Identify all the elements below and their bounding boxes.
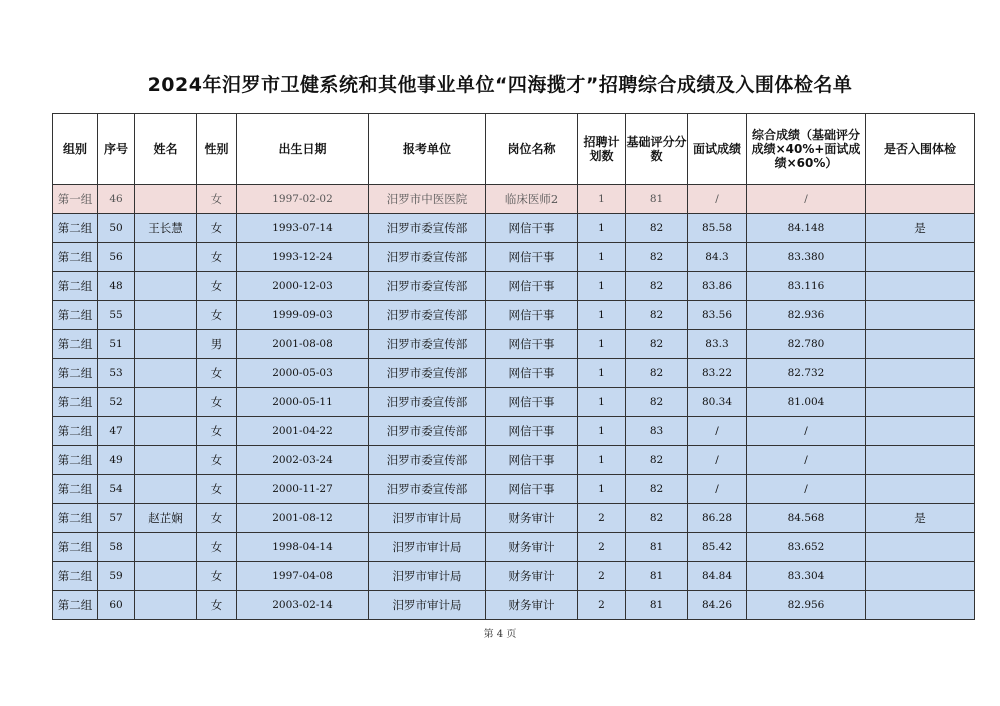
cell-gender: 女 <box>197 214 237 243</box>
cell-base: 82 <box>626 301 688 330</box>
cell-name <box>135 388 197 417</box>
cell-base: 82 <box>626 272 688 301</box>
cell-plan: 1 <box>578 417 626 446</box>
cell-name <box>135 591 197 620</box>
cell-name <box>135 533 197 562</box>
cell-plan: 1 <box>578 359 626 388</box>
cell-group: 第二组 <box>53 214 98 243</box>
cell-interview: 83.56 <box>688 301 747 330</box>
cell-seq: 46 <box>98 185 135 214</box>
cell-group: 第二组 <box>53 533 98 562</box>
cell-post: 网信干事 <box>486 301 578 330</box>
cell-birth: 1998-04-14 <box>237 533 369 562</box>
table-row <box>53 562 975 591</box>
table-row <box>53 243 975 272</box>
cell-plan: 2 <box>578 562 626 591</box>
cell-total: 83.380 <box>747 243 866 272</box>
cell-physical <box>866 562 975 591</box>
cell-plan: 1 <box>578 301 626 330</box>
cell-plan: 1 <box>578 243 626 272</box>
cell-interview: 83.3 <box>688 330 747 359</box>
cell-base: 83 <box>626 417 688 446</box>
page-title: 2024年汨罗市卫健系统和其他事业单位“四海揽才”招聘综合成绩及入围体检名单 <box>147 74 853 96</box>
cell-birth: 2003-02-14 <box>237 591 369 620</box>
cell-post: 网信干事 <box>486 243 578 272</box>
cell-name <box>135 417 197 446</box>
cell-post: 财务审计 <box>486 562 578 591</box>
cell-physical <box>866 533 975 562</box>
cell-interview: 84.26 <box>688 591 747 620</box>
cell-gender: 女 <box>197 243 237 272</box>
cell-base: 82 <box>626 388 688 417</box>
table-row <box>53 475 975 504</box>
cell-total: 83.652 <box>747 533 866 562</box>
cell-post: 网信干事 <box>486 330 578 359</box>
cell-interview: / <box>688 475 747 504</box>
cell-physical <box>866 243 975 272</box>
col-post: 岗位名称 <box>486 114 578 185</box>
cell-physical <box>866 330 975 359</box>
cell-seq: 54 <box>98 475 135 504</box>
cell-post: 财务审计 <box>486 533 578 562</box>
cell-total: / <box>747 475 866 504</box>
cell-gender: 男 <box>197 330 237 359</box>
cell-interview: 80.34 <box>688 388 747 417</box>
cell-total: 82.936 <box>747 301 866 330</box>
cell-unit: 汨罗市委宣传部 <box>369 243 486 272</box>
cell-total: 82.956 <box>747 591 866 620</box>
cell-name <box>135 185 197 214</box>
cell-plan: 1 <box>578 446 626 475</box>
cell-total: 81.004 <box>747 388 866 417</box>
cell-base: 81 <box>626 562 688 591</box>
cell-post: 网信干事 <box>486 272 578 301</box>
cell-interview: 84.3 <box>688 243 747 272</box>
cell-seq: 59 <box>98 562 135 591</box>
cell-unit: 汨罗市审计局 <box>369 533 486 562</box>
cell-group: 第二组 <box>53 301 98 330</box>
cell-post: 网信干事 <box>486 359 578 388</box>
cell-plan: 2 <box>578 504 626 533</box>
cell-gender: 女 <box>197 185 237 214</box>
cell-interview: 84.84 <box>688 562 747 591</box>
cell-physical <box>866 301 975 330</box>
cell-group: 第一组 <box>53 185 98 214</box>
cell-plan: 1 <box>578 185 626 214</box>
cell-post: 网信干事 <box>486 417 578 446</box>
cell-physical <box>866 359 975 388</box>
cell-plan: 2 <box>578 591 626 620</box>
cell-gender: 女 <box>197 272 237 301</box>
table-row <box>53 185 975 214</box>
cell-group: 第二组 <box>53 475 98 504</box>
cell-physical <box>866 388 975 417</box>
cell-birth: 2000-12-03 <box>237 272 369 301</box>
cell-seq: 57 <box>98 504 135 533</box>
cell-unit: 汨罗市委宣传部 <box>369 330 486 359</box>
cell-physical <box>866 185 975 214</box>
cell-group: 第二组 <box>53 504 98 533</box>
table-row <box>53 359 975 388</box>
cell-gender: 女 <box>197 446 237 475</box>
col-birth: 出生日期 <box>237 114 369 185</box>
cell-total: 83.304 <box>747 562 866 591</box>
cell-birth: 2001-08-12 <box>237 504 369 533</box>
table-header-row <box>53 114 975 185</box>
cell-base: 82 <box>626 359 688 388</box>
col-total: 综合成绩（基础评分成绩×40%+面试成绩×60%） <box>747 114 866 185</box>
cell-group: 第二组 <box>53 417 98 446</box>
cell-physical <box>866 591 975 620</box>
cell-interview: 83.22 <box>688 359 747 388</box>
cell-birth: 2000-11-27 <box>237 475 369 504</box>
table-row <box>53 214 975 243</box>
cell-unit: 汨罗市中医医院 <box>369 185 486 214</box>
cell-name <box>135 475 197 504</box>
cell-seq: 58 <box>98 533 135 562</box>
cell-name: 王长慧 <box>135 214 197 243</box>
cell-unit: 汨罗市委宣传部 <box>369 446 486 475</box>
table-row <box>53 591 975 620</box>
cell-unit: 汨罗市委宣传部 <box>369 301 486 330</box>
cell-gender: 女 <box>197 388 237 417</box>
cell-plan: 1 <box>578 214 626 243</box>
cell-name: 赵芷娴 <box>135 504 197 533</box>
cell-name <box>135 330 197 359</box>
cell-total: 82.780 <box>747 330 866 359</box>
cell-unit: 汨罗市委宣传部 <box>369 359 486 388</box>
col-group: 组别 <box>53 114 98 185</box>
cell-unit: 汨罗市委宣传部 <box>369 417 486 446</box>
table-row <box>53 330 975 359</box>
cell-post: 网信干事 <box>486 214 578 243</box>
cell-post: 网信干事 <box>486 475 578 504</box>
cell-base: 82 <box>626 214 688 243</box>
cell-seq: 60 <box>98 591 135 620</box>
cell-unit: 汨罗市审计局 <box>369 591 486 620</box>
col-name: 姓名 <box>135 114 197 185</box>
cell-interview: 83.86 <box>688 272 747 301</box>
cell-total: 83.116 <box>747 272 866 301</box>
cell-base: 82 <box>626 330 688 359</box>
cell-plan: 1 <box>578 272 626 301</box>
cell-group: 第二组 <box>53 388 98 417</box>
cell-birth: 1997-04-08 <box>237 562 369 591</box>
cell-seq: 52 <box>98 388 135 417</box>
page-number: 第 4 页 <box>483 629 517 640</box>
cell-interview: 86.28 <box>688 504 747 533</box>
cell-plan: 1 <box>578 388 626 417</box>
cell-group: 第二组 <box>53 446 98 475</box>
col-interview: 面试成绩 <box>688 114 747 185</box>
cell-birth: 1993-07-14 <box>237 214 369 243</box>
cell-seq: 48 <box>98 272 135 301</box>
cell-physical <box>866 272 975 301</box>
cell-birth: 1997-02-02 <box>237 185 369 214</box>
cell-interview: 85.42 <box>688 533 747 562</box>
results-table <box>52 113 975 620</box>
cell-name <box>135 243 197 272</box>
cell-base: 82 <box>626 446 688 475</box>
cell-gender: 女 <box>197 475 237 504</box>
cell-name <box>135 301 197 330</box>
table-row <box>53 417 975 446</box>
cell-seq: 55 <box>98 301 135 330</box>
cell-base: 82 <box>626 243 688 272</box>
cell-seq: 47 <box>98 417 135 446</box>
cell-gender: 女 <box>197 562 237 591</box>
cell-group: 第二组 <box>53 562 98 591</box>
cell-total: / <box>747 446 866 475</box>
cell-seq: 56 <box>98 243 135 272</box>
col-plan: 招聘计划数 <box>578 114 626 185</box>
table-row <box>53 272 975 301</box>
cell-group: 第二组 <box>53 330 98 359</box>
cell-base: 81 <box>626 591 688 620</box>
table-row <box>53 446 975 475</box>
cell-physical <box>866 417 975 446</box>
cell-interview: / <box>688 185 747 214</box>
cell-name <box>135 272 197 301</box>
cell-gender: 女 <box>197 504 237 533</box>
cell-gender: 女 <box>197 301 237 330</box>
cell-name <box>135 446 197 475</box>
cell-physical <box>866 475 975 504</box>
cell-seq: 51 <box>98 330 135 359</box>
cell-unit: 汨罗市委宣传部 <box>369 388 486 417</box>
cell-base: 82 <box>626 475 688 504</box>
table-row <box>53 504 975 533</box>
cell-name <box>135 359 197 388</box>
cell-post: 临床医师2 <box>486 185 578 214</box>
cell-total: 84.568 <box>747 504 866 533</box>
cell-base: 82 <box>626 504 688 533</box>
col-base: 基础评分分数 <box>626 114 688 185</box>
table-row <box>53 533 975 562</box>
cell-birth: 1993-12-24 <box>237 243 369 272</box>
cell-group: 第二组 <box>53 272 98 301</box>
cell-interview: 85.58 <box>688 214 747 243</box>
cell-gender: 女 <box>197 533 237 562</box>
cell-birth: 1999-09-03 <box>237 301 369 330</box>
cell-seq: 50 <box>98 214 135 243</box>
cell-unit: 汨罗市审计局 <box>369 562 486 591</box>
cell-plan: 2 <box>578 533 626 562</box>
cell-group: 第二组 <box>53 591 98 620</box>
cell-birth: 2000-05-03 <box>237 359 369 388</box>
cell-total: / <box>747 417 866 446</box>
col-physical: 是否入围体检 <box>866 114 975 185</box>
cell-gender: 女 <box>197 417 237 446</box>
cell-group: 第二组 <box>53 243 98 272</box>
table-row <box>53 388 975 417</box>
col-unit: 报考单位 <box>369 114 486 185</box>
cell-plan: 1 <box>578 330 626 359</box>
cell-name <box>135 562 197 591</box>
table-row <box>53 301 975 330</box>
cell-unit: 汨罗市委宣传部 <box>369 475 486 504</box>
cell-gender: 女 <box>197 591 237 620</box>
cell-seq: 49 <box>98 446 135 475</box>
cell-post: 财务审计 <box>486 504 578 533</box>
cell-interview: / <box>688 446 747 475</box>
col-seq: 序号 <box>98 114 135 185</box>
cell-total: 82.732 <box>747 359 866 388</box>
cell-birth: 2002-03-24 <box>237 446 369 475</box>
col-gender: 性别 <box>197 114 237 185</box>
cell-seq: 53 <box>98 359 135 388</box>
cell-group: 第二组 <box>53 359 98 388</box>
cell-gender: 女 <box>197 359 237 388</box>
cell-total: 84.148 <box>747 214 866 243</box>
cell-interview: / <box>688 417 747 446</box>
cell-physical: 是 <box>866 504 975 533</box>
cell-post: 网信干事 <box>486 388 578 417</box>
cell-birth: 2001-08-08 <box>237 330 369 359</box>
cell-post: 财务审计 <box>486 591 578 620</box>
cell-total: / <box>747 185 866 214</box>
cell-post: 网信干事 <box>486 446 578 475</box>
cell-birth: 2000-05-11 <box>237 388 369 417</box>
cell-base: 81 <box>626 185 688 214</box>
cell-birth: 2001-04-22 <box>237 417 369 446</box>
cell-base: 81 <box>626 533 688 562</box>
cell-physical <box>866 446 975 475</box>
cell-unit: 汨罗市委宣传部 <box>369 272 486 301</box>
cell-physical: 是 <box>866 214 975 243</box>
cell-unit: 汨罗市委宣传部 <box>369 214 486 243</box>
cell-plan: 1 <box>578 475 626 504</box>
cell-unit: 汨罗市审计局 <box>369 504 486 533</box>
